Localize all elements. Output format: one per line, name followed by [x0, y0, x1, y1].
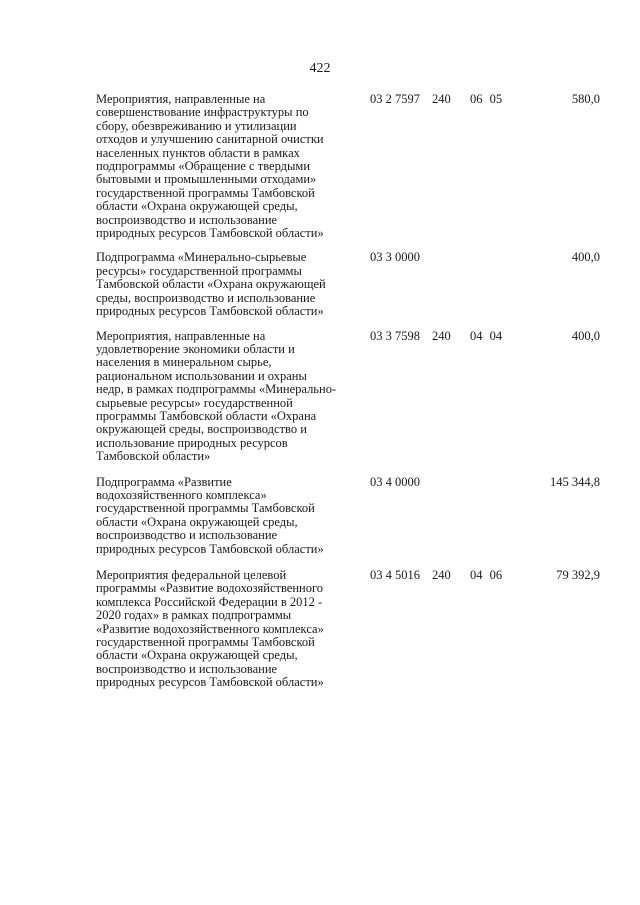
table-row — [0, 569, 640, 690]
row-expense-type-code: 240 — [432, 328, 451, 343]
row-description: Мероприятия, направленные на совершенствование инфраструктуры по сбору, обезвреживанию и утилизации отходов и улучшению санитарной очистки населенных пунктов области в рамках подпрограммы «Обращение с твердыми бытовыми и промышленными отходами» государственной программы Тамбовской области «Охрана окружающей среды, воспроизводство и использование природных ресурсов Тамбовской области» — [96, 92, 324, 241]
row-amount: 400,0 — [571, 250, 600, 265]
page-number: 422 — [309, 61, 331, 76]
row-description: Подпрограмма «Минерально-сырьевые ресурсы» государственной программы Тамбовской области «Охрана окружающей среды, воспроизводство и использование природных ресурсов Тамбовской области» — [96, 250, 326, 319]
row-description: Мероприятия федеральной целевой программы «Развитие водохозяйственного комплекса Российской Федерации в 2012 - 2020 годах» в рамках подпрограммы «Развитие водохозяйственного комплекса» государственной программы Тамбовской области «Охрана окружающей среды, воспроизводство и использование природных ресурсов Тамбовской области» — [96, 568, 324, 690]
row-target-article-code: 03 3 7598 — [370, 328, 420, 343]
row-description: Мероприятия, направленные на удовлетворение экономики области и населения в минеральном сырье, рациональном использовании и охраны недр, в рамках подпрограммы «Минерально- сырьевые ресурсы» государственной программы Тамбовской области «Охрана окружающей среды, воспроизводство и использование природных ресурсов Тамбовской области» — [96, 328, 337, 464]
table-row — [0, 93, 640, 240]
table-row — [0, 251, 640, 318]
row-expense-type-code: 240 — [432, 92, 451, 106]
table-row — [0, 330, 640, 464]
row-amount: 79 392,9 — [556, 568, 600, 582]
row-section-subsection-code: 04 04 — [470, 328, 503, 343]
row-expense-type-code: 240 — [432, 568, 451, 582]
budget-table — [0, 93, 640, 690]
row-amount: 580,0 — [571, 92, 600, 106]
row-target-article-code: 03 2 7597 — [370, 92, 420, 106]
row-amount: 145 344,8 — [550, 474, 600, 489]
table-row — [0, 476, 640, 556]
row-target-article-code: 03 4 0000 — [370, 474, 420, 489]
row-amount: 400,0 — [571, 328, 600, 343]
row-target-article-code: 03 4 5016 — [370, 568, 420, 582]
row-section-subsection-code: 06 05 — [470, 92, 503, 106]
row-target-article-code: 03 3 0000 — [370, 250, 420, 265]
row-description: Подпрограмма «Развитие водохозяйственного комплекса» государственной программы Тамбовской области «Охрана окружающей среды, воспроизводство и использование природных ресурсов Тамбовской области» — [96, 474, 324, 556]
row-section-subsection-code: 04 06 — [470, 568, 503, 582]
